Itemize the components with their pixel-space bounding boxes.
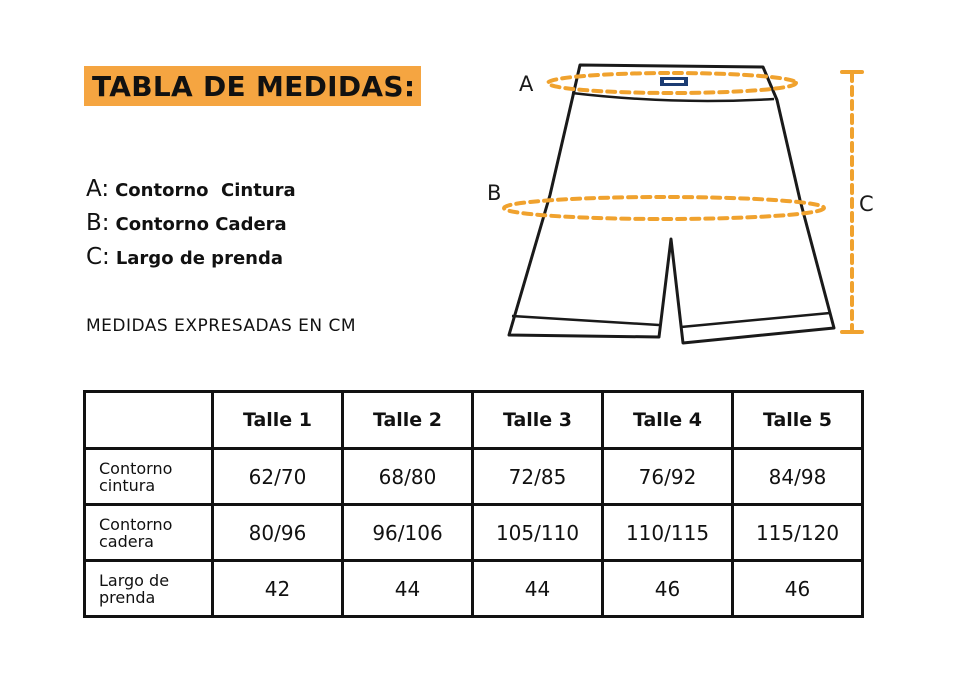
table-header-cell: Talle 4 <box>603 392 733 449</box>
table-header-empty <box>85 392 213 449</box>
table-cell: 80/96 <box>213 505 343 561</box>
table-cell: 105/110 <box>473 505 603 561</box>
table-cell: 42 <box>213 561 343 617</box>
table-header-row <box>85 392 863 449</box>
legend-text: Largo de prenda <box>115 248 283 269</box>
table-cell: 115/120 <box>733 505 863 561</box>
table-row-waist <box>85 449 863 505</box>
shorts-diagram <box>470 55 890 355</box>
shorts-outline <box>509 65 834 343</box>
brand-tag <box>660 77 688 86</box>
row-label: Largo de prenda <box>85 561 213 617</box>
table-cell: 84/98 <box>733 449 863 505</box>
table-header-cell: Talle 2 <box>343 392 473 449</box>
table-cell: 44 <box>343 561 473 617</box>
units-note: MEDIDAS EXPRESADAS EN CM <box>86 316 357 336</box>
label-c: C <box>859 192 874 216</box>
page-title: TABLA DE MEDIDAS: <box>84 66 421 106</box>
table-cell: 62/70 <box>213 449 343 505</box>
table-cell: 76/92 <box>603 449 733 505</box>
size-table <box>83 390 864 618</box>
legend-key: B: <box>86 210 110 236</box>
table-header-cell: Talle 3 <box>473 392 603 449</box>
table-cell: 72/85 <box>473 449 603 505</box>
table-cell: 68/80 <box>343 449 473 505</box>
label-a: A <box>519 72 534 96</box>
shorts-body <box>509 65 834 343</box>
table-cell: 96/106 <box>343 505 473 561</box>
legend-text: Contorno Cadera <box>115 214 287 235</box>
legend-key: A: <box>86 176 110 202</box>
legend-item-c <box>86 244 296 278</box>
legend-key: C: <box>86 244 110 270</box>
legend-text: Contorno Cintura <box>115 180 296 201</box>
table-cell: 44 <box>473 561 603 617</box>
legend-item-b <box>86 210 296 244</box>
table-cell: 46 <box>603 561 733 617</box>
table-row-hip <box>85 505 863 561</box>
table-row-length <box>85 561 863 617</box>
label-b: B <box>487 181 502 205</box>
table-cell: 110/115 <box>603 505 733 561</box>
measurement-legend <box>86 176 296 278</box>
row-label: Contorno cadera <box>85 505 213 561</box>
table-cell: 46 <box>733 561 863 617</box>
table-header-cell: Talle 1 <box>213 392 343 449</box>
table-header-cell: Talle 5 <box>733 392 863 449</box>
row-label: Contorno cintura <box>85 449 213 505</box>
legend-item-a <box>86 176 296 210</box>
